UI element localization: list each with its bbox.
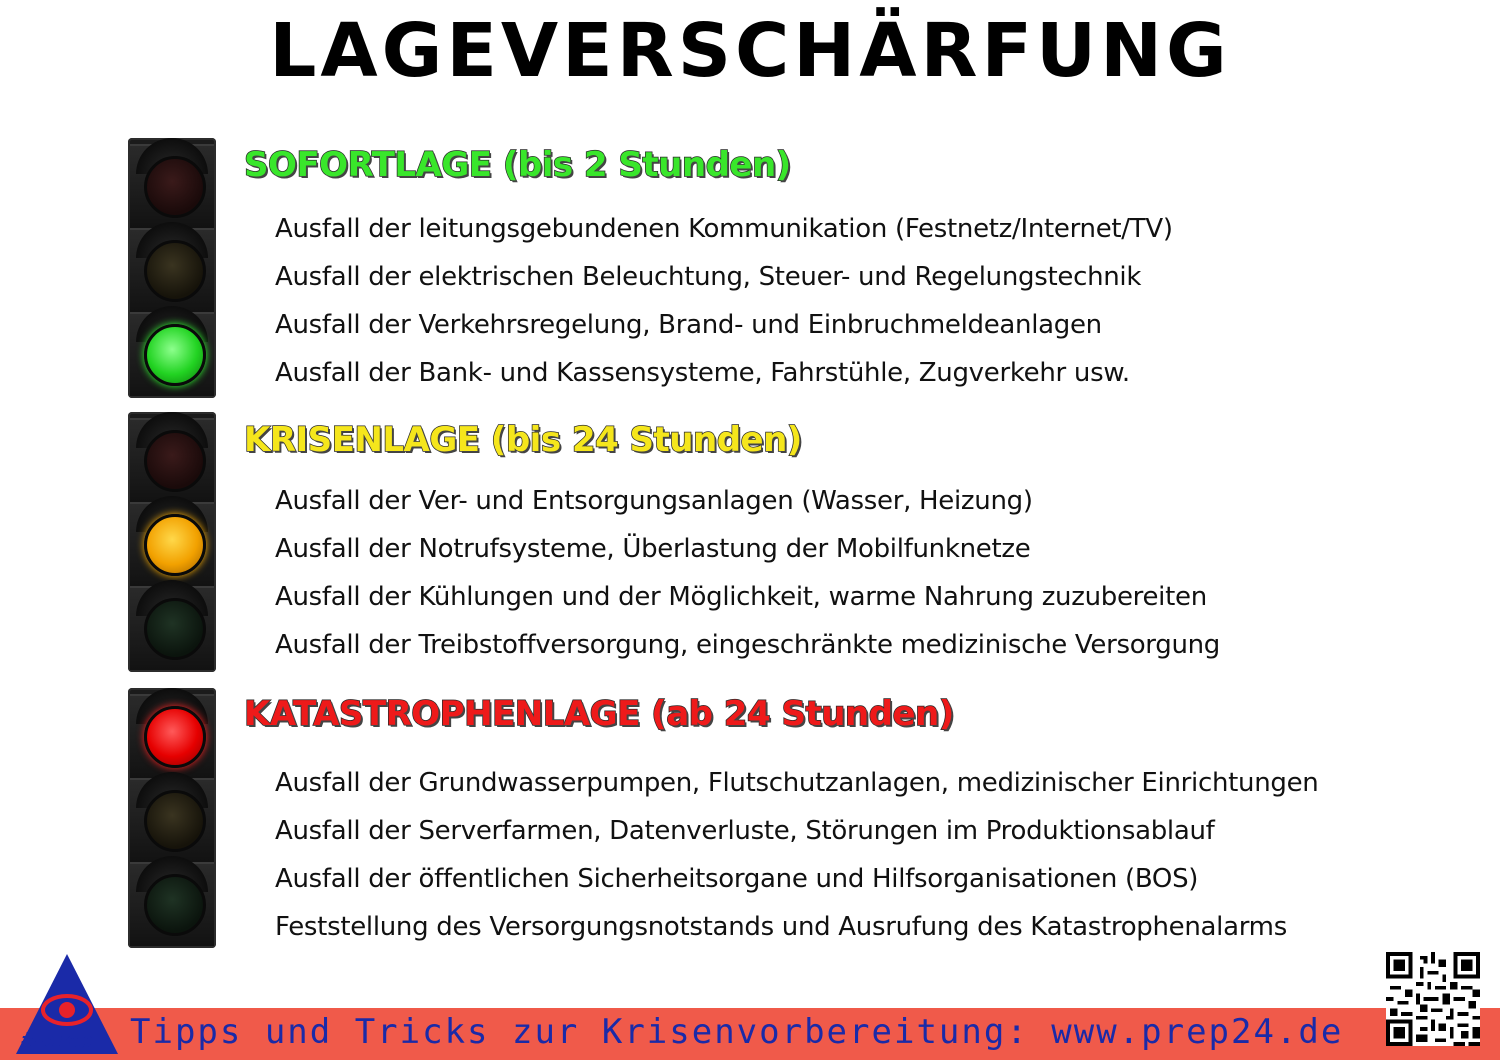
list-item: Ausfall der Ver- und Entsorgungsanlagen (Wasser, Heizung)	[275, 486, 1033, 516]
list-item: Ausfall der elektrischen Beleuchtung, Steuer- und Regelungstechnik	[275, 262, 1142, 292]
green-lamp-off	[144, 874, 206, 936]
page-title: LAGEVERSCHÄRFUNG	[269, 8, 1231, 94]
list-item: Ausfall der leitungsgebundenen Kommunikation (Festnetz/Internet/TV)	[275, 214, 1173, 244]
traffic-light-red	[128, 688, 216, 948]
logo-text: #iprep	[20, 1028, 93, 1052]
red-lamp-off	[144, 430, 206, 492]
traffic-light-green	[128, 138, 216, 398]
section-heading-sofortlage: SOFORTLAGE (bis 2 Stunden)	[244, 145, 791, 185]
section-heading-katastrophenlage: KATASTROPHENLAGE (ab 24 Stunden)	[244, 694, 954, 734]
list-item: Feststellung des Versorgungsnotstands und Ausrufung des Katastrophenalarms	[275, 912, 1287, 942]
list-item: Ausfall der Grundwasserpumpen, Flutschutzanlagen, medizinischer Einrichtungen	[275, 768, 1319, 798]
green-lamp-on	[144, 324, 206, 386]
list-item: Ausfall der Verkehrsregelung, Brand- und Einbruchmeldeanlagen	[275, 310, 1102, 340]
list-item: Ausfall der Treibstoffversorgung, eingeschränkte medizinische Versorgung	[275, 630, 1221, 660]
yellow-lamp-off	[144, 240, 206, 302]
red-lamp-on	[144, 706, 206, 768]
list-item: Ausfall der Bank- und Kassensysteme, Fahrstühle, Zugverkehr usw.	[275, 358, 1130, 388]
section-heading-krisenlage: KRISENLAGE (bis 24 Stunden)	[244, 420, 802, 460]
red-lamp-off	[144, 156, 206, 218]
list-item: Ausfall der Notrufsysteme, Überlastung der Mobilfunknetze	[275, 534, 1031, 564]
qr-code-icon[interactable]	[1386, 952, 1480, 1046]
list-item: Ausfall der Kühlungen und der Möglichkeit, warme Nahrung zuzubereiten	[275, 582, 1207, 612]
yellow-lamp-on	[144, 514, 206, 576]
green-lamp-off	[144, 598, 206, 660]
traffic-light-yellow	[128, 412, 216, 672]
list-item: Ausfall der Serverfarmen, Datenverluste, Störungen im Produktionsablauf	[275, 816, 1215, 846]
footer-text[interactable]: Tipps und Tricks zur Krisenvorbereitung: www.prep24.de	[130, 1012, 1344, 1052]
list-item: Ausfall der öffentlichen Sicherheitsorgane und Hilfsorganisationen (BOS)	[275, 864, 1199, 894]
yellow-lamp-off	[144, 790, 206, 852]
